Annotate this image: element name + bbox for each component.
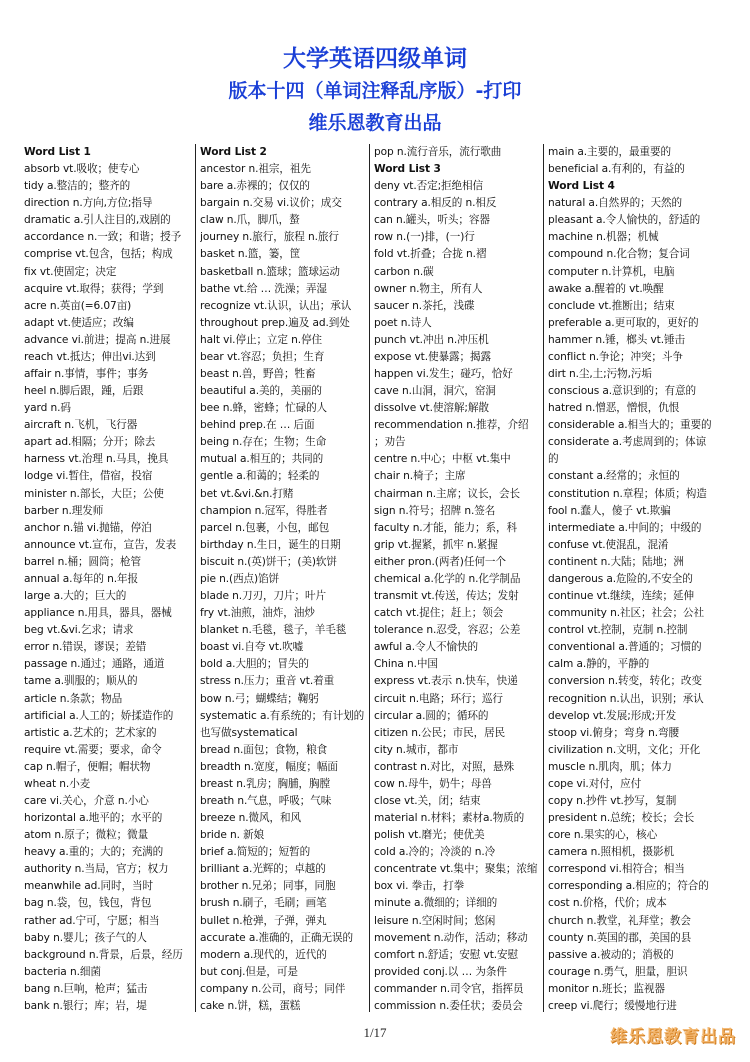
word-entry: can n.罐头，听头；容器 xyxy=(374,214,490,227)
word-entry: concentrate vt.集中；聚集；浓缩 xyxy=(374,863,538,876)
word-entry: blanket n.毛毯，毯子，羊毛毯 xyxy=(200,624,347,637)
word-entry: throughout prep.遍及 ad.到处 xyxy=(200,316,350,329)
word-entry: pie n.(西点)馅饼 xyxy=(200,572,280,585)
word-entry: calm a.静的，平静的 xyxy=(548,658,650,671)
word-entry: beg vt.&vi.乞求；请求 xyxy=(24,624,134,637)
word-list-heading: Word List 3 xyxy=(374,163,441,176)
word-entry: 的 xyxy=(548,453,559,466)
word-entry: champion n.冠军，得胜者 xyxy=(200,504,328,517)
word-entry: 也写做systematical xyxy=(200,726,298,739)
word-entry: cake n.饼，糕，蛋糕 xyxy=(200,999,301,1012)
word-entry: apart ad.相隔；分开；除去 xyxy=(24,436,156,449)
word-entry: row n.(一)排，(一)行 xyxy=(374,231,475,244)
word-entry: lodge vi.暂住，借宿，投宿 xyxy=(24,470,153,483)
word-entry: care vi.关心，介意 n.小心 xyxy=(24,794,149,807)
word-entry: conclude vt.推断出；结束 xyxy=(548,299,675,312)
word-entry: grip vt.握紧，抓牢 n.紧握 xyxy=(374,538,498,551)
word-entry: circular a.圆的；循环的 xyxy=(374,709,489,722)
word-entry: passive a.被动的；消极的 xyxy=(548,948,674,961)
word-entry: blade n.刀刃，刀片；叶片 xyxy=(200,590,327,603)
word-entry: tame a.驯服的；顺从的 xyxy=(24,675,138,688)
word-entry: bow n.弓；蝴蝶结；鞠躬 xyxy=(200,692,319,705)
word-list-heading: Word List 1 xyxy=(24,146,91,158)
word-entry: saucer n.茶托，浅碟 xyxy=(374,299,475,312)
word-entry: considerable a.相当大的；重要的 xyxy=(548,419,712,432)
word-entry: modern a.现代的，近代的 xyxy=(200,948,327,961)
word-entry: error n.错误，谬误；差错 xyxy=(24,641,147,654)
word-entry: company n.公司，商号；同伴 xyxy=(200,982,346,995)
word-entry: basket n.篮，篓，筐 xyxy=(200,248,301,261)
word-entry: polish vt.磨光；使优美 xyxy=(374,829,485,842)
word-entry: commander n.司令官，指挥员 xyxy=(374,982,524,995)
word-entry: movement n.动作，活动；移动 xyxy=(374,931,528,944)
word-entry: minute a.微细的；详细的 xyxy=(374,897,498,910)
word-entry: pleasant a.令人愉快的，舒适的 xyxy=(548,214,701,227)
word-entry: pop n.流行音乐，流行歌曲 xyxy=(374,146,502,158)
word-entry: boast vi.自夸 vt.吹嘘 xyxy=(200,641,304,654)
word-entry: recognize vt.认识，认出；承认 xyxy=(200,299,352,312)
document-subtitle: 版本十四（单词注释乱序版）-打印 xyxy=(228,80,522,102)
word-entry: cow n.母牛，奶牛；母兽 xyxy=(374,777,492,790)
word-entry: constitution n.章程；体质；构造 xyxy=(548,487,707,500)
word-list-heading: Word List 4 xyxy=(548,180,615,193)
word-entry: breadth n.宽度，幅度；幅面 xyxy=(200,760,338,773)
word-entry: adapt vt.使适应；改编 xyxy=(24,316,134,329)
word-entry: dangerous a.危险的,不安全的 xyxy=(548,572,693,585)
word-entry: continue vt.继续，连续；延伸 xyxy=(548,590,694,603)
word-entry: mutual a.相互的；共同的 xyxy=(200,453,324,466)
word-entry: camera n.照相机，摄影机 xyxy=(548,846,675,859)
word-entry: sign n.符号；招牌 n.签名 xyxy=(374,504,496,517)
word-entry: carbon n.碳 xyxy=(374,265,434,278)
word-entry: bold a.大胆的；冒失的 xyxy=(200,658,309,671)
word-entry: bet vt.&vi.&n.打赌 xyxy=(200,487,294,500)
word-entry: breeze n.微风，和风 xyxy=(200,812,301,825)
word-entry: dissolve vt.使溶解;解散 xyxy=(374,402,489,415)
word-entry: bride n. 新娘 xyxy=(200,829,265,842)
word-entry: harness vt.治理 n.马具，挽具 xyxy=(24,453,169,466)
word-entry: brief a.简短的；短暂的 xyxy=(200,846,311,859)
word-entry: faculty n.才能，能力；系，科 xyxy=(374,521,518,534)
word-entry: accordance n.一致；和谐；授予 xyxy=(24,231,182,244)
word-entry: express vt.表示 n.快车，快递 xyxy=(374,675,518,688)
word-entry: atom n.原子；微粒；微量 xyxy=(24,829,149,842)
page-header xyxy=(0,44,750,140)
word-entry: corresponding a.相应的；符合的 xyxy=(548,880,709,893)
word-entry: circuit n.电路；环行；巡行 xyxy=(374,692,503,705)
word-entry: journey n.旅行，旅程 n.旅行 xyxy=(200,231,339,244)
word-entry: dirt n.尘,土;污物,污垢 xyxy=(548,368,652,381)
word-entry: ancestor n.祖宗，祖先 xyxy=(200,163,311,176)
word-entry: county n.英国的郡，美国的县 xyxy=(548,931,692,944)
word-entry: city n.城市，都市 xyxy=(374,743,459,756)
word-entry: contrary a.相反的 n.相反 xyxy=(374,197,497,210)
column-2 xyxy=(196,144,370,1012)
word-entry: core n.果实的心，核心 xyxy=(548,829,658,842)
word-entry: reach vt.抵达；伸出vi.达到 xyxy=(24,350,156,363)
word-entry: beautiful a.美的，美丽的 xyxy=(200,385,322,398)
word-entry: acre n.英亩(=6.07亩) xyxy=(24,299,132,312)
word-entry: brother n.兄弟；同事，同胞 xyxy=(200,880,336,893)
word-entry: appliance n.用具，器具，器械 xyxy=(24,607,172,620)
word-entry: anchor n.锚 vi.抛锚，停泊 xyxy=(24,521,152,534)
word-entry: fold vt.折叠；合拢 n.褶 xyxy=(374,248,487,261)
word-entry: close vt.关，闭；结束 xyxy=(374,794,481,807)
word-entry: biscuit n.(英)饼干；(美)软饼 xyxy=(200,555,337,568)
word-entry: China n.中国 xyxy=(374,658,438,671)
page-number: 1/17 xyxy=(363,1025,387,1040)
word-entry: happen vi.发生；碰巧，恰好 xyxy=(374,368,513,381)
word-entry: article n.条款；物品 xyxy=(24,692,123,705)
word-entry: bathe vt.给 … 洗澡；弄湿 xyxy=(200,282,327,295)
word-entry: box vi. 拳击，打拳 xyxy=(374,880,465,893)
word-entry: affair n.事情，事件；事务 xyxy=(24,368,149,381)
word-entry: artistic a.艺术的；艺术家的 xyxy=(24,726,157,739)
word-entry: cold a.冷的；冷淡的 n.冷 xyxy=(374,846,496,859)
word-entry: heavy a.重的；大的；充满的 xyxy=(24,846,164,859)
word-entry: beast n.兽，野兽；牲畜 xyxy=(200,368,316,381)
word-entry: background n.背景，后景，经历 xyxy=(24,948,183,961)
word-entry: leisure n.空闲时间；悠闲 xyxy=(374,914,496,927)
word-entry: control vt.控制，克制 n.控制 xyxy=(548,624,688,637)
word-entry: chair n.椅子；主席 xyxy=(374,470,466,483)
word-entry: chemical a.化学的 n.化学制品 xyxy=(374,572,521,585)
word-entry: meanwhile ad.同时，当时 xyxy=(24,880,153,893)
word-entry: cope vi.对付，应付 xyxy=(548,777,642,790)
word-entry: bee n.蜂，密蜂；忙碌的人 xyxy=(200,402,328,415)
word-entry: provided conj.以 … 为条件 xyxy=(374,965,507,978)
word-entry: rather ad.宁可，宁愿；相当 xyxy=(24,914,160,927)
word-entry: considerate a.考虑周到的；体谅 xyxy=(548,436,707,449)
word-entry: awful a.令人不愉快的 xyxy=(374,641,478,654)
word-entry: parcel n.包裹，小包，邮包 xyxy=(200,521,330,534)
word-entry: computer n.计算机，电脑 xyxy=(548,265,675,278)
word-entry: cost n.价格，代价；成本 xyxy=(548,897,667,910)
word-entry: tolerance n.忍受，容忍；公差 xyxy=(374,624,521,637)
word-entry: bare a.赤裸的；仅仅的 xyxy=(200,180,310,193)
word-entry: fool n.蠢人，傻子 vt.欺骗 xyxy=(548,504,671,517)
word-entry: stoop vi.俯身；弯身 n.弯腰 xyxy=(548,726,680,739)
word-entry: wheat n.小麦 xyxy=(24,777,91,790)
word-entry: hammer n.锤，榔头 vt.锤击 xyxy=(548,333,685,346)
word-entry: material n.材料；素材a.物质的 xyxy=(374,812,525,825)
word-entry: barber n.理发师 xyxy=(24,504,104,517)
column-3 xyxy=(370,144,544,1012)
word-entry: heel n.脚后跟，踵，后跟 xyxy=(24,385,144,398)
word-entry: but conj.但是，可是 xyxy=(200,965,298,978)
word-entry: community n.社区；社会；公社 xyxy=(548,607,704,620)
word-entry: large a.大的；巨大的 xyxy=(24,590,127,603)
word-entry: yard n.码 xyxy=(24,402,71,415)
word-entry: authority n.当局，官方；权力 xyxy=(24,863,169,876)
word-entry: courage n.勇气，胆量，胆识 xyxy=(548,965,688,978)
word-entry: cap n.帽子，便帽；帽状物 xyxy=(24,760,151,773)
word-entry: beneficial a.有利的，有益的 xyxy=(548,163,685,176)
word-entry: artificial a.人工的；娇揉造作的 xyxy=(24,709,174,722)
word-entry: comfort n.舒适；安慰 vt.安慰 xyxy=(374,948,519,961)
word-entry: bank n.银行；库；岩，堤 xyxy=(24,999,147,1012)
word-entry: halt vi.停止；立定 n.停住 xyxy=(200,333,323,346)
word-entry: bread n.面包；食物，粮食 xyxy=(200,743,328,756)
column-4 xyxy=(544,144,718,1012)
word-entry: chairman n.主席；议长，会长 xyxy=(374,487,520,500)
word-entry: breath n.气息，呼吸；气味 xyxy=(200,794,332,807)
word-entry: citizen n.公民；市民，居民 xyxy=(374,726,506,739)
word-entry: transmit vt.传送，传达；发射 xyxy=(374,590,519,603)
word-entry: either pron.(两者)任何一个 xyxy=(374,555,506,568)
word-entry: hatred n.憎恶，憎恨，仇恨 xyxy=(548,402,680,415)
word-entry: dramatic a.引人注目的,戏剧的 xyxy=(24,214,171,227)
word-entry: barrel n.桶；圆筒；枪管 xyxy=(24,555,141,568)
word-entry: direction n.方向,方位;指导 xyxy=(24,197,153,210)
word-entry: centre n.中心；中枢 vt.集中 xyxy=(374,453,511,466)
word-entry: bag n.袋，包，钱包，背包 xyxy=(24,897,152,910)
word-entry: awake a.醒着的 vt.唤醒 xyxy=(548,282,664,295)
word-entry: continent n.大陆；陆地；洲 xyxy=(548,555,684,568)
word-entry: behind prep.在 … 后面 xyxy=(200,419,315,432)
word-entry: cave n.山洞，洞穴，窑洞 xyxy=(374,385,496,398)
watermark-logo: 维乐恩教育出品 xyxy=(610,1027,736,1047)
word-entry: monitor n.班长；监视器 xyxy=(548,982,665,995)
word-entry: advance vi.前进；提高 n.进展 xyxy=(24,333,171,346)
word-entry: gentle a.和蔼的；轻柔的 xyxy=(200,470,320,483)
word-entry: require vt.需要；要求，命令 xyxy=(24,743,162,756)
word-entry: conflict n.争论；冲突；斗争 xyxy=(548,350,683,363)
word-entry: conscious a.意识到的；有意的 xyxy=(548,385,696,398)
word-entry: conventional a.普通的；习惯的 xyxy=(548,641,702,654)
word-entry: passage n.通过；通路，通道 xyxy=(24,658,165,671)
word-entry: announce vt.宣布，宣告，发表 xyxy=(24,538,177,551)
word-entry: machine n.机器；机械 xyxy=(548,231,659,244)
word-entry: being n.存在；生物；生命 xyxy=(200,436,327,449)
word-entry: intermediate a.中间的；中级的 xyxy=(548,521,702,534)
word-entry: preferable a.更可取的，更好的 xyxy=(548,316,699,329)
document-title: 大学英语四级单词 xyxy=(283,46,467,72)
word-entry: absorb vt.吸收；使专心 xyxy=(24,163,140,176)
word-entry: minister n.部长，大臣；公使 xyxy=(24,487,164,500)
word-entry: catch vt.捉住；赶上；领会 xyxy=(374,607,504,620)
word-entry: contrast n.对比，对照，悬殊 xyxy=(374,760,514,773)
word-entry: fix vt.使固定；决定 xyxy=(24,265,117,278)
word-entry: creep vi.爬行；缓慢地行进 xyxy=(548,999,677,1012)
word-entry: president n.总统；校长；会长 xyxy=(548,812,695,825)
word-entry: birthday n.生日，诞生的日期 xyxy=(200,538,341,551)
word-entry: bullet n.枪弹，子弹，弹丸 xyxy=(200,914,327,927)
word-entry: copy n.抄件 vt.抄写，复制 xyxy=(548,794,677,807)
word-entry: confuse vt.使混乱，混淆 xyxy=(548,538,669,551)
word-entry: recommendation n.推荐，介绍 xyxy=(374,419,529,432)
word-entry: bacteria n.细菌 xyxy=(24,965,101,978)
word-entry: annual a.每年的 n.年报 xyxy=(24,572,139,585)
word-list-columns xyxy=(22,144,732,1012)
word-entry: comprise vt.包含，包括；构成 xyxy=(24,248,173,261)
word-entry: owner n.物主，所有人 xyxy=(374,282,483,295)
word-entry: develop vt.发展;形成;开发 xyxy=(548,709,677,722)
word-entry: fry vt.油煎，油炸，油炒 xyxy=(200,607,315,620)
word-entry: church n.教堂，礼拜堂；教会 xyxy=(548,914,691,927)
word-entry: bear vt.容忍；负担；生育 xyxy=(200,350,325,363)
word-entry: bang n.巨响，枪声；猛击 xyxy=(24,982,148,995)
word-entry: acquire vt.取得；获得；学到 xyxy=(24,282,164,295)
word-entry: commission n.委任状；委员会 xyxy=(374,999,523,1012)
word-entry: systematic a.有系统的；有计划的 xyxy=(200,709,365,722)
word-entry: punch vt.冲出 n.冲压机 xyxy=(374,333,489,346)
word-entry: claw n.爪，脚爪，螯 xyxy=(200,214,300,227)
word-entry: civilization n.文明，文化；开化 xyxy=(548,743,701,756)
word-entry: muscle n.肌肉，肌；体力 xyxy=(548,760,672,773)
word-entry: tidy a.整洁的；整齐的 xyxy=(24,180,131,193)
column-1 xyxy=(22,144,196,1012)
word-entry: ；劝告 xyxy=(374,436,406,449)
word-entry: baby n.婴儿；孩子气的人 xyxy=(24,931,147,944)
word-entry: horizontal a.地平的；水平的 xyxy=(24,812,163,825)
word-entry: deny vt.否定;拒绝相信 xyxy=(374,180,484,193)
word-entry: brush n.刷子，毛刷；画笔 xyxy=(200,897,327,910)
word-entry: main a.主要的，最重要的 xyxy=(548,146,671,158)
word-entry: recognition n.认出，识别；承认 xyxy=(548,692,704,705)
word-list-heading: Word List 2 xyxy=(200,146,267,158)
word-entry: aircraft n.飞机，飞行器 xyxy=(24,419,138,432)
word-entry: natural a.自然界的；天然的 xyxy=(548,197,683,210)
word-entry: correspond vi.相符合；相当 xyxy=(548,863,685,876)
word-entry: conversion n.转变，转化；改变 xyxy=(548,675,702,688)
publisher-line: 维乐恩教育出品 xyxy=(308,112,442,134)
word-entry: compound n.化合物；复合词 xyxy=(548,248,690,261)
word-entry: basketball n.篮球；篮球运动 xyxy=(200,265,340,278)
word-entry: breast n.乳房；胸脯，胸膛 xyxy=(200,777,331,790)
word-entry: brilliant a.光辉的；卓越的 xyxy=(200,863,326,876)
word-entry: constant a.经常的；永恒的 xyxy=(548,470,680,483)
word-entry: accurate a.准确的，正确无误的 xyxy=(200,931,353,944)
word-entry: stress n.压力；重音 vt.着重 xyxy=(200,675,335,688)
word-entry: poet n.诗人 xyxy=(374,316,432,329)
word-entry: expose vt.使暴露；揭露 xyxy=(374,350,491,363)
word-entry: bargain n.交易 vi.议价；成交 xyxy=(200,197,342,210)
